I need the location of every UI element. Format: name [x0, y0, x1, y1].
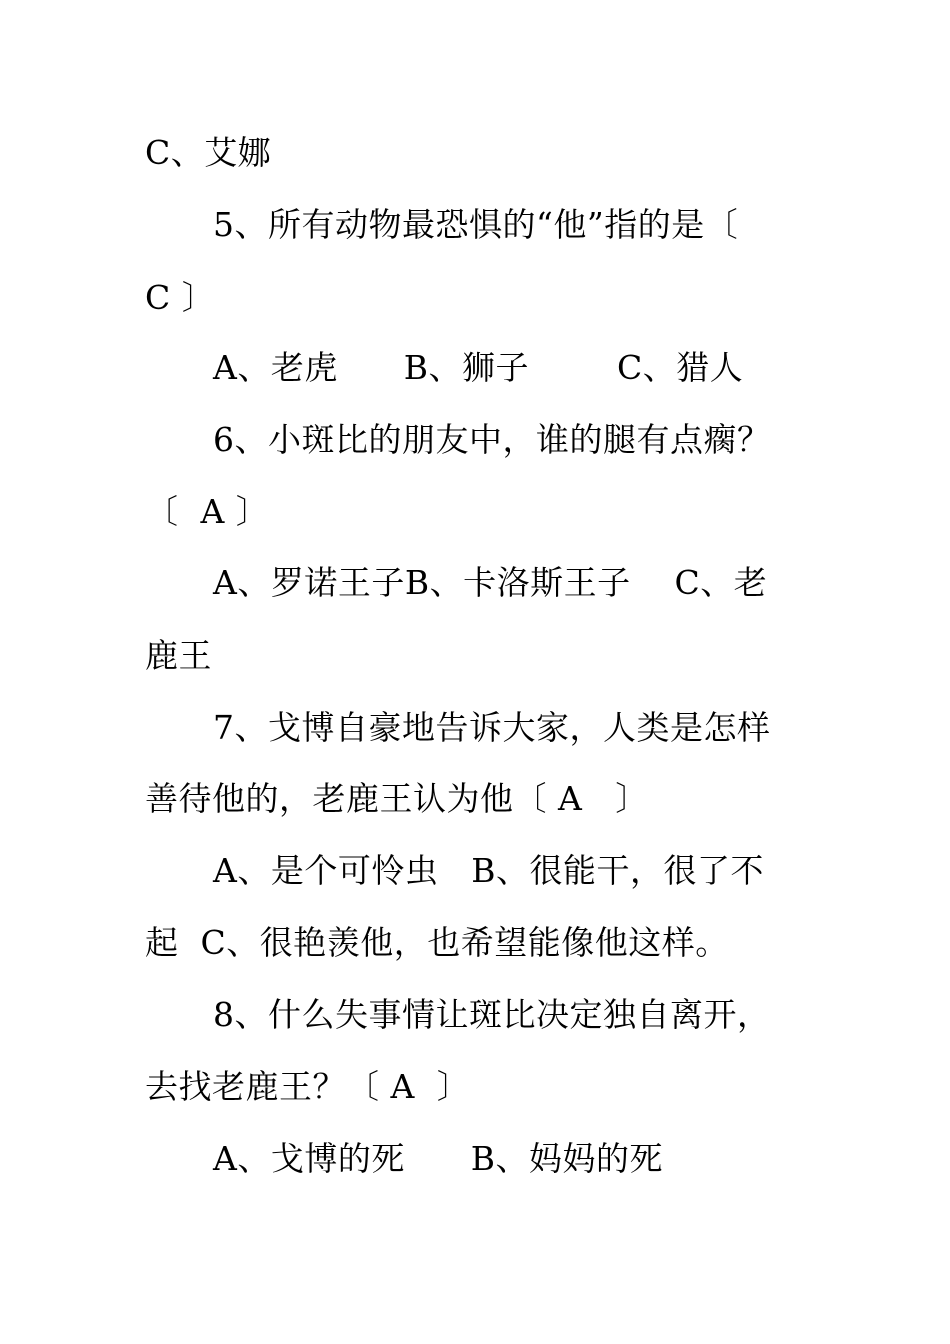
- question-7-options-continued: 起 C、很艳羡他，也希望能像他这样。: [145, 923, 729, 962]
- question-8-text-continued: 去找老鹿王？〔 A 〕: [145, 1067, 471, 1106]
- question-5-text: 5、所有动物最恐惧的“他”指的是〔: [213, 205, 739, 244]
- question-5-answer: C 〕: [145, 278, 216, 317]
- question-6-answer: 〔 A 〕: [145, 492, 270, 531]
- answer-option-c-line: C、艾娜: [145, 133, 272, 172]
- question-6-text: 6、小斑比的朋友中，谁的腿有点瘸？: [213, 420, 771, 459]
- question-8-text: 8、什么失事情让斑比决定独自离开，: [213, 995, 771, 1034]
- question-8-options: A、戈博的死 B、妈妈的死: [213, 1139, 664, 1178]
- question-6-options-continued: 鹿王: [145, 636, 212, 675]
- question-7-text: 7、戈博自豪地告诉大家，人类是怎样: [213, 708, 771, 747]
- question-7-text-continued: 善待他的，老鹿王认为他〔 A 〕: [145, 779, 649, 818]
- question-6-options: A、罗诺王子B、卡洛斯王子 C、老: [213, 563, 768, 602]
- question-5-options: A、老虎 B、狮子 C、猎人: [213, 348, 744, 387]
- question-7-options: A、是个可怜虫 B、很能干，很了不: [213, 851, 765, 890]
